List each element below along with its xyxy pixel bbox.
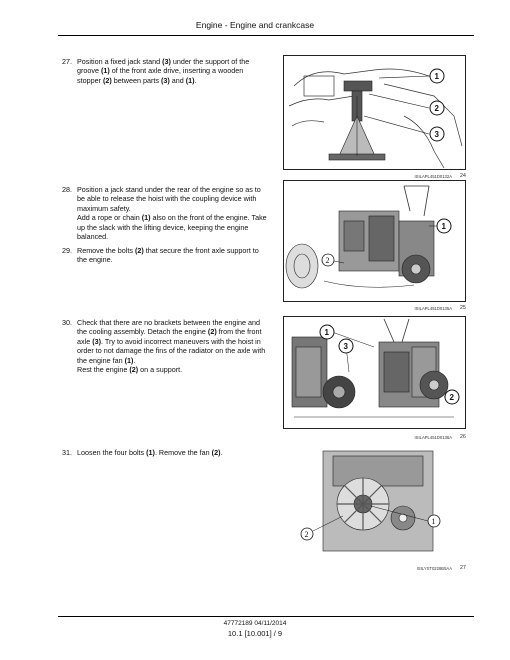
part-reference: (2)	[207, 327, 217, 337]
step-text	[77, 448, 267, 457]
figure-number: 27	[459, 565, 466, 571]
step-text-fragment: . Remove the fan	[154, 448, 212, 457]
figure-code: ISILAPL451D0136A	[414, 435, 452, 440]
step-text-fragment: that secure the front axle support to the engine.	[77, 246, 259, 265]
figure-27-image	[283, 446, 466, 562]
step-text-fragment: between parts	[111, 75, 161, 85]
step-text-fragment: Add a rope or chain	[77, 213, 142, 223]
part-reference: (3)	[160, 75, 170, 85]
step-text	[77, 57, 267, 85]
step-text-fragment: Rest the engine	[77, 365, 130, 375]
step-text-fragment: from the front axle	[77, 327, 262, 346]
figure-code: ISILAPL451D0132A	[414, 174, 452, 179]
figure-code: ISILAPL451D0135A	[414, 306, 452, 311]
step-text	[77, 246, 267, 265]
figure-26-image	[283, 316, 466, 429]
part-reference: (3)	[92, 336, 101, 346]
step-text-fragment: on a support.	[138, 365, 183, 375]
part-reference: (2)	[102, 75, 112, 85]
step-text-fragment: . Try to avoid incorrect maneuvers with the hoist in order to not damage the fins of the radiator on the axle with the engine fan	[77, 336, 266, 365]
footer-divider	[58, 616, 474, 617]
step-30	[62, 318, 267, 374]
part-reference: (3)	[162, 57, 171, 66]
figure-number: 24	[459, 173, 466, 179]
callout-label: 1	[434, 72, 439, 81]
callout-label: 2	[325, 256, 330, 265]
part-reference: (1)	[185, 75, 195, 85]
step-text-fragment: .	[133, 355, 136, 365]
callout-label: 2	[304, 530, 309, 539]
step-text-fragment: Position a fixed jack stand	[77, 57, 163, 66]
callout-label: 3	[343, 342, 348, 351]
figure-24-image	[283, 55, 466, 170]
step-27	[62, 57, 267, 85]
step-text-fragment: Check that there are no brackets between the engine and the cooling assembly. Detach the engine	[77, 318, 261, 337]
step-text-fragment: Remove the bolts	[77, 246, 135, 255]
figure-number: 25	[459, 305, 466, 311]
figure-code: ISILYST0228B5AA	[416, 566, 452, 571]
step-text-fragment: Loosen the four bolts	[77, 448, 147, 457]
step-number: 29.	[62, 246, 72, 255]
step-text-fragment: of the front axle drive, inserting a wooden stopper	[77, 66, 244, 85]
step-text-fragment: also on the front of the engine. Take up the slack with the lifting device, keeping the engine balanced.	[77, 213, 267, 242]
step-number: 28.	[62, 185, 72, 194]
callout-label: 2	[434, 104, 439, 113]
footer-page-number: 10.1 [10.001] / 9	[227, 629, 283, 638]
step-text	[77, 318, 267, 374]
callout-label: 2	[449, 393, 454, 402]
part-reference: (1)	[124, 355, 134, 365]
footer-doc-id: 47772189 04/11/2014	[223, 620, 287, 627]
step-28	[62, 185, 267, 241]
step-number: 31.	[62, 448, 72, 457]
part-reference: (2)	[129, 365, 139, 375]
part-reference: (1)	[141, 213, 151, 223]
part-reference: (2)	[134, 246, 144, 255]
callout-label: 1	[431, 517, 436, 526]
step-text-fragment: .	[194, 75, 197, 85]
step-31	[62, 448, 267, 457]
step-text	[77, 185, 267, 241]
step-text-fragment: .	[220, 448, 223, 457]
step-text-fragment: under the support of the groove	[77, 57, 250, 76]
callout-label: 1	[441, 222, 446, 231]
callout-label: 1	[324, 328, 329, 337]
step-number: 27.	[62, 57, 72, 66]
step-29	[62, 246, 267, 265]
step-text-fragment: Position a jack stand under the rear of the engine so as to be able to release the hoist with the coupling device with maximum safety.	[77, 185, 261, 213]
figure-number: 26	[459, 434, 466, 440]
header-divider	[58, 35, 474, 36]
step-number: 30.	[62, 318, 72, 327]
part-reference: (1)	[100, 66, 110, 76]
figure-25-image	[283, 180, 466, 302]
part-reference: (1)	[146, 448, 155, 457]
callout-label: 3	[434, 130, 439, 139]
part-reference: (2)	[211, 448, 221, 457]
step-text-fragment: and	[169, 75, 186, 85]
page-header-title: Engine - Engine and crankcase	[195, 20, 315, 30]
